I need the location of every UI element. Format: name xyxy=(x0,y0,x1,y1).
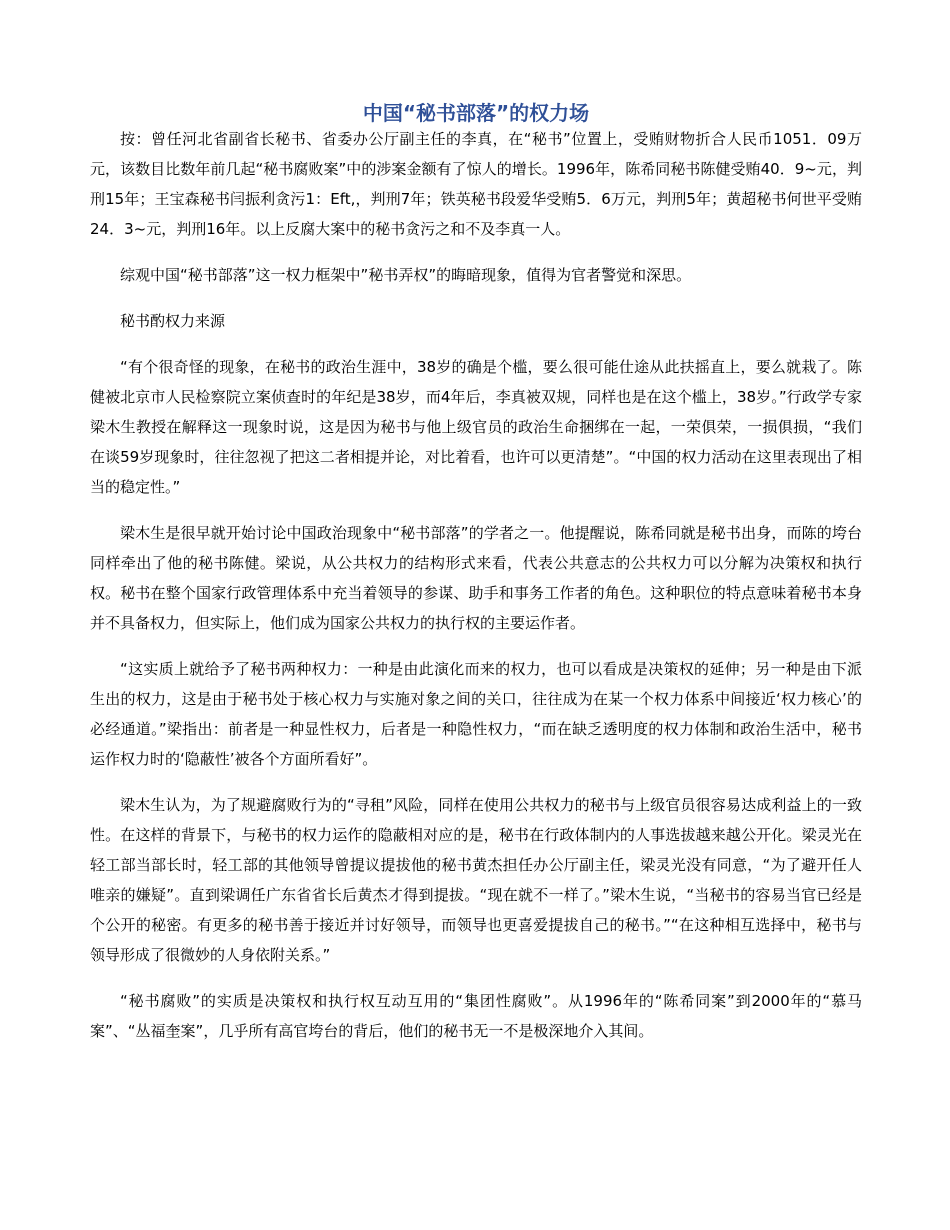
section-heading: 秘书酌权力来源 xyxy=(120,312,226,330)
overview-paragraph: 综观中国“秘书部落”这一权力框架中”秘书弄权”的晦暗现象，值得为官者警觉和深思。 xyxy=(120,266,692,284)
body-paragraph: 梁木生是很早就开始讨论中国政治现象中“秘书部落”的学者之一。他提醒说，陈希同就是秘书出身，而陈的垮台同样牵出了他的秘书陈健。梁说，从公共权力的结构形式来看，代表公共意志的公共权力可以分解为决策权和执行权。秘书在整个国家行政管理体系中充当着领导的参谋、助手和事务工作者的角色。这种职位的特点意味着秘书本身并不具备权力，但实际上，他们成为国家公共权力的执行权的主要运作者。 xyxy=(90,524,862,632)
body-paragraph: “有个很奇怪的现象，在秘书的政治生涯中，38岁的确是个槛，要么很可能仕途从此扶摇直上，要么就栽了。陈健被北京市人民检察院立案侦查时的年纪是38岁，而4年后，李真被双规，同样也是在这个槛上，38岁。”行政学专家梁木生教授在解释这一现象时说，这是因为秘书与他上级官员的政治生命捆绑在一起，一荣俱荣，一损俱损，“我们在谈59岁现象时，往往忽视了把这二者相提并论，对比着看，也许可以更清楚”。“中国的权力活动在这里表现出了相当的稳定性。” xyxy=(90,358,862,496)
body-paragraph: “秘书腐败”的实质是决策权和执行权互动互用的“集团性腐败”。从1996年的“陈希同案”到2000年的“慕马案”、“丛福奎案”，几乎所有高官垮台的背后，他们的秘书无一不是极深地介入其间。 xyxy=(90,992,862,1040)
intro-paragraph: 按：曾任河北省副省长秘书、省委办公厅副主任的李真，在“秘书”位置上，受贿财物折合人民币1051．09万元，该数目比数年前几起“秘书腐败案”中的涉案金额有了惊人的增长。1996年，陈希同秘书陈健受贿40．9~元，判刑15年；王宝森秘书闫振利贪污1：Eft,，判刑7年；铁英秘书段爱华受贿5．6万元，判刑5年；黄超秘书何世平受贿24．3~元，判刑16年。以上反腐大案中的秘书贪污之和不及李真一人。 xyxy=(90,130,862,238)
document-title: 中国“秘书部落”的权力场 xyxy=(362,101,590,125)
body-paragraph: 梁木生认为，为了规避腐败行为的“寻租”风险，同样在使用公共权力的秘书与上级官员很容易达成利益上的一致性。在这样的背景下，与秘书的权力运作的隐蔽相对应的是，秘书在行政体制内的人事选拔越来越公开化。梁灵光在轻工部当部长时，轻工部的其他领导曾提议提拔他的秘书黄杰担任办公厅副主任，梁灵光没有同意，“为了避开任人唯亲的嫌疑”。直到梁调任广东省省长后黄杰才得到提拔。“现在就不一样了。”梁木生说，“当秘书的容易当官已经是个公开的秘密。有更多的秘书善于接近并讨好领导，而领导也更喜爱提拔自己的秘书。”“在这种相互选择中，秘书与领导形成了很微妙的人身依附关系。” xyxy=(90,796,862,964)
body-paragraph: “这实质上就给予了秘书两种权力：一种是由此演化而来的权力，也可以看成是决策权的延伸；另一种是由下派生出的权力，这是由于秘书处于核心权力与实施对象之间的关口，往往成为在某一个权力体系中间接近‘权力核心’的必经通道。”梁指出：前者是一种显性权力，后者是一种隐性权力，“而在缺乏透明度的权力体制和政治生活中，秘书运作权力时的‘隐蔽性’被各个方面所看好”。 xyxy=(90,660,862,768)
document-page xyxy=(90,100,862,1062)
